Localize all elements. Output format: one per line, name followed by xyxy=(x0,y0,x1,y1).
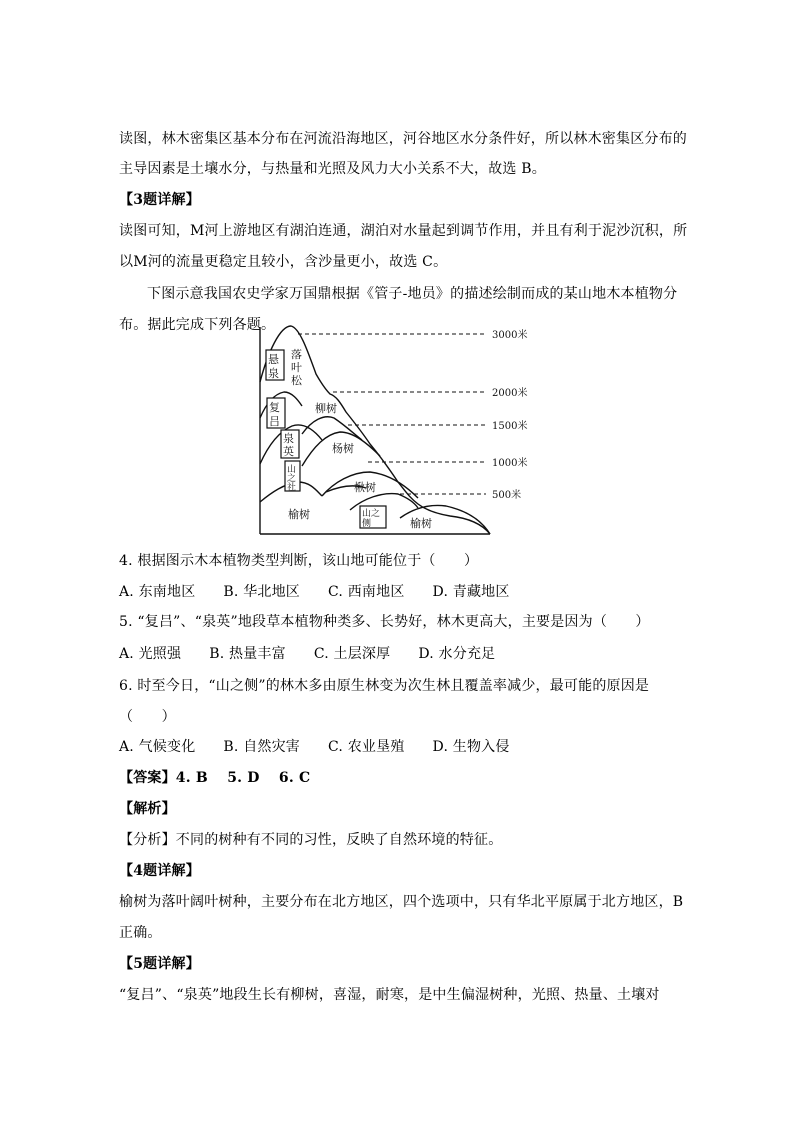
detail-5-line: “复吕”、“泉英”地段生长有柳树，喜湿，耐寒，是中生偏湿树种，光照、热量、土壤对 xyxy=(119,987,660,1003)
question-6-options xyxy=(119,737,679,757)
tree-label-liushu: 柳树 xyxy=(315,402,337,415)
option: A. 光照强 xyxy=(119,646,182,662)
elevation-label: 500米 xyxy=(492,490,522,501)
option: D. 水分充足 xyxy=(418,646,496,662)
detail-4-heading: 【4题详解】 xyxy=(119,863,200,879)
mountain-vegetation-figure xyxy=(258,322,540,538)
question-4-stem: 4. 根据图示木本植物类型判断，该山地可能位于（ ） xyxy=(119,553,479,569)
text-line: 读图，林木密集区基本分布在河流沿海地区，河谷地区水分条件好，所以林木密集区分布的 xyxy=(119,131,687,147)
analysis-heading: 【解析】 xyxy=(119,801,176,817)
elevation-label: 1500米 xyxy=(492,421,528,432)
tree-label-luoyesong: 落叶松 xyxy=(291,348,302,387)
elevation-label: 1000米 xyxy=(492,458,528,469)
option: A. 气候变化 xyxy=(119,739,196,755)
text-line: 以M河的流量更稳定且较小，含沙量更小，故选 C。 xyxy=(119,254,448,270)
tree-label-yushu-right: 榆树 xyxy=(410,517,432,530)
option: C. 农业垦殖 xyxy=(328,739,405,755)
text-line: 布。据此完成下列各题。 xyxy=(119,317,276,333)
zone-label-xuanquan: 悬泉 xyxy=(268,353,279,380)
text-line: 下图示意我国农史学家万国鼎根据《管子-地员》的描述绘制而成的某山地木本植物分 xyxy=(147,286,678,302)
question-6-stem-cont: （ ） xyxy=(119,709,176,725)
tree-label-yushu-left: 榆树 xyxy=(288,508,310,521)
tree-label-qiushu: 楸树 xyxy=(354,481,376,494)
question-4-options xyxy=(119,582,679,602)
tree-label-yangshu: 杨树 xyxy=(332,442,354,455)
text-line: 读图可知，M河上游地区有湖泊连通，湖泊对水量起到调节作用，并且有利于泥沙沉积，所 xyxy=(119,223,688,239)
detail-5-heading: 【5题详解】 xyxy=(119,956,200,972)
question-5-stem: 5. “复吕”、“泉英”地段草本植物种类多、长势好，林木更高大，主要是因为（ ） xyxy=(119,614,650,630)
analysis-line: 【分析】不同的树种有不同的习性，反映了自然环境的特征。 xyxy=(119,832,503,848)
text-line: 主导因素是土壤水分，与热量和光照及风力大小关系不大，故选 B。 xyxy=(119,161,546,177)
option: D. 生物入侵 xyxy=(432,739,510,755)
detail-4-line: 正确。 xyxy=(119,925,162,941)
zone-label-shanzhice: 山之侧 xyxy=(362,509,381,529)
option: C. 土层深厚 xyxy=(313,646,391,662)
zone-label-quanying: 泉英 xyxy=(283,432,294,458)
question-6-stem: 6. 时至今日，“山之侧”的林木多由原生林变为次生林且覆盖率减少，最可能的原因是 xyxy=(119,678,650,694)
option: A. 东南地区 xyxy=(119,584,196,600)
option: B. 华北地区 xyxy=(223,584,301,600)
answer-line: 【答案】4. B 5. D 6. C xyxy=(119,770,311,786)
option: C. 西南地区 xyxy=(328,584,405,600)
zone-label-shanzhishe: 山之社 xyxy=(287,465,297,493)
option: B. 自然灾害 xyxy=(223,739,301,755)
section-heading: 【3题详解】 xyxy=(119,192,200,208)
detail-4-line: 榆树为落叶阔叶树种，主要分布在北方地区，四个选项中，只有华北平原属于北方地区，B xyxy=(119,894,684,910)
elevation-label: 3000米 xyxy=(492,330,528,341)
option: B. 热量丰富 xyxy=(209,646,286,662)
zone-label-fulv: 复吕 xyxy=(269,401,280,428)
question-5-options xyxy=(119,644,679,664)
elevation-label: 2000米 xyxy=(492,388,528,399)
option: D. 青藏地区 xyxy=(432,584,510,600)
